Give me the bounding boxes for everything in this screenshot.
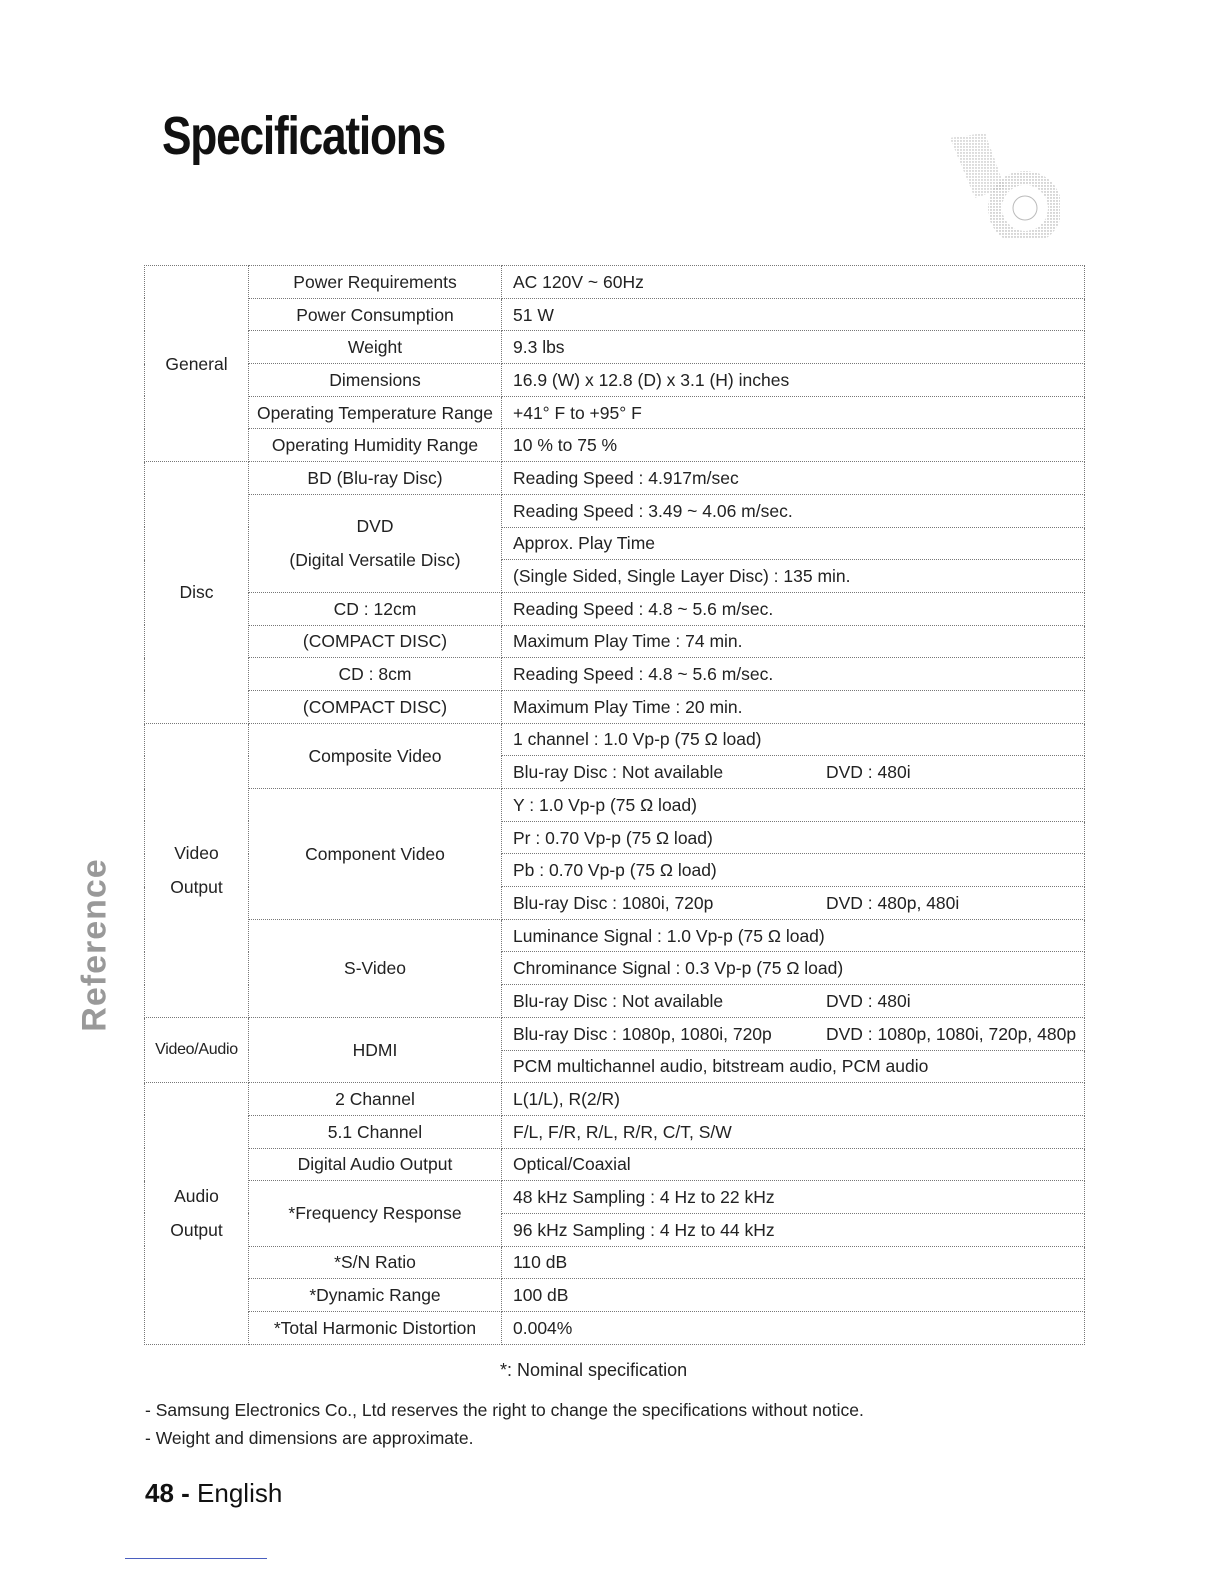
spec-value: 96 kHz Sampling : 4 Hz to 44 kHz (502, 1213, 1085, 1246)
spec-value (502, 756, 1085, 789)
table-row (145, 429, 1085, 462)
spec-value: 100 dB (502, 1279, 1085, 1312)
spec-item: (COMPACT DISC) (249, 690, 502, 723)
disclaimer-line: - Samsung Electronics Co., Ltd reserves the right to change the specifications without notice. (145, 1400, 864, 1420)
spec-item: *Dynamic Range (249, 1279, 502, 1312)
spec-value: (Single Sided, Single Layer Disc) : 135 min. (502, 560, 1085, 593)
spec-item: S-Video (249, 919, 502, 1017)
dvd-value: DVD : 480i (826, 990, 911, 1011)
table-row (145, 364, 1085, 397)
table-row (145, 1017, 1085, 1050)
table-row (145, 1312, 1085, 1345)
dvd-value: DVD : 1080p, 1080i, 720p, 480p (826, 1023, 1077, 1044)
spec-value: 9.3 lbs (502, 331, 1085, 364)
category-video-output (145, 723, 249, 1017)
spec-value: Reading Speed : 4.8 ~ 5.6 m/sec. (502, 658, 1085, 691)
spec-item: BD (Blu-ray Disc) (249, 462, 502, 495)
table-row (145, 1279, 1085, 1312)
table-row (145, 396, 1085, 429)
spec-item: *Total Harmonic Distortion (249, 1312, 502, 1345)
category-line: Video (174, 843, 219, 864)
page-number: 48 (145, 1478, 174, 1508)
category-video-audio: Video/Audio (145, 1017, 249, 1082)
spec-item: 5.1 Channel (249, 1115, 502, 1148)
spec-item: Power Requirements (249, 266, 502, 299)
spec-value: L(1/L), R(2/R) (502, 1083, 1085, 1116)
bluray-value: Blu-ray Disc : 1080p, 1080i, 720p (513, 1023, 772, 1044)
spec-item: CD : 12cm (249, 592, 502, 625)
footer-separator: - (173, 1478, 198, 1508)
spec-item: Digital Audio Output (249, 1148, 502, 1181)
spec-value: Reading Speed : 4.8 ~ 5.6 m/sec. (502, 592, 1085, 625)
spec-item: Component Video (249, 789, 502, 920)
spec-item: (COMPACT DISC) (249, 625, 502, 658)
dvd-value: DVD : 480i (826, 762, 911, 783)
spec-value: Pb : 0.70 Vp-p (75 Ω load) (502, 854, 1085, 887)
table-row (145, 625, 1085, 658)
spec-value: Optical/Coaxial (502, 1148, 1085, 1181)
spec-value: AC 120V ~ 60Hz (502, 266, 1085, 299)
category-disc: Disc (145, 462, 249, 724)
spec-item: Dimensions (249, 364, 502, 397)
spec-value: F/L, F/R, R/L, R/R, C/T, S/W (502, 1115, 1085, 1148)
bluray-value: Blu-ray Disc : Not available (513, 990, 724, 1011)
spec-value: 51 W (502, 298, 1085, 331)
spec-value: 16.9 (W) x 12.8 (D) x 3.1 (H) inches (502, 364, 1085, 397)
table-row (145, 266, 1085, 299)
spec-item-dvd (249, 494, 502, 592)
page-footer (145, 1478, 282, 1509)
spec-value: 48 kHz Sampling : 4 Hz to 22 kHz (502, 1181, 1085, 1214)
spec-value (502, 887, 1085, 920)
category-line: Output (170, 1220, 223, 1241)
spec-value: Maximum Play Time : 20 min. (502, 690, 1085, 723)
spec-value: Reading Speed : 3.49 ~ 4.06 m/sec. (502, 494, 1085, 527)
nominal-note: *: Nominal specification (500, 1360, 688, 1380)
spec-value: 0.004% (502, 1312, 1085, 1345)
category-general: General (145, 266, 249, 462)
dvd-value: DVD : 480p, 480i (826, 892, 960, 913)
section-tab-label: Reference (75, 858, 114, 1032)
table-row (145, 1246, 1085, 1279)
table-row (145, 723, 1085, 756)
spec-item: *Frequency Response (249, 1181, 502, 1246)
spec-item: Composite Video (249, 723, 502, 788)
table-row (145, 658, 1085, 691)
table-row (145, 1115, 1085, 1148)
spec-item: HDMI (249, 1017, 502, 1082)
table-row (145, 1181, 1085, 1214)
spec-item: Power Consumption (249, 298, 502, 331)
spec-value: +41° F to +95° F (502, 396, 1085, 429)
spec-value (502, 985, 1085, 1018)
footer-rule (125, 1558, 267, 1559)
table-row (145, 1083, 1085, 1116)
spec-value: Luminance Signal : 1.0 Vp-p (75 Ω load) (502, 919, 1085, 952)
category-line: Audio (174, 1186, 219, 1207)
spec-value: Chrominance Signal : 0.3 Vp-p (75 Ω load) (502, 952, 1085, 985)
table-row (145, 690, 1085, 723)
spec-item-line: DVD (356, 516, 394, 537)
bluray-value: Blu-ray Disc : Not available (513, 762, 724, 783)
table-row (145, 592, 1085, 625)
table-row (145, 494, 1085, 527)
spec-value: 10 % to 75 % (502, 429, 1085, 462)
spec-item: *S/N Ratio (249, 1246, 502, 1279)
spec-item-line: (Digital Versatile Disc) (289, 550, 461, 571)
specifications-table (144, 265, 1085, 1345)
spec-item: 2 Channel (249, 1083, 502, 1116)
table-row (145, 298, 1085, 331)
spec-value: Maximum Play Time : 74 min. (502, 625, 1085, 658)
table-row (145, 1148, 1085, 1181)
table-row (145, 919, 1085, 952)
spec-item: Operating Temperature Range (249, 396, 502, 429)
spec-value: Y : 1.0 Vp-p (75 Ω load) (502, 789, 1085, 822)
spec-value: 110 dB (502, 1246, 1085, 1279)
table-row (145, 789, 1085, 822)
category-audio-output (145, 1083, 249, 1345)
spec-value: PCM multichannel audio, bitstream audio, PCM audio (502, 1050, 1085, 1083)
section-tab (60, 858, 130, 1032)
spec-item: CD : 8cm (249, 658, 502, 691)
bluray-value: Blu-ray Disc : 1080i, 720p (513, 892, 714, 913)
spec-value: Reading Speed : 4.917m/sec (502, 462, 1085, 495)
spec-value: Approx. Play Time (502, 527, 1085, 560)
spec-value (502, 1017, 1085, 1050)
spec-value: 1 channel : 1.0 Vp-p (75 Ω load) (502, 723, 1085, 756)
category-line: Output (170, 877, 223, 898)
spec-value: Pr : 0.70 Vp-p (75 Ω load) (502, 821, 1085, 854)
disclaimer-line: - Weight and dimensions are approximate. (145, 1428, 474, 1448)
table-row (145, 331, 1085, 364)
disc-reel-icon (930, 128, 1060, 238)
spec-item: Operating Humidity Range (249, 429, 502, 462)
table-row (145, 462, 1085, 495)
page-title: Specifications (162, 106, 445, 166)
footer-language: English (197, 1478, 283, 1508)
spec-item: Weight (249, 331, 502, 364)
